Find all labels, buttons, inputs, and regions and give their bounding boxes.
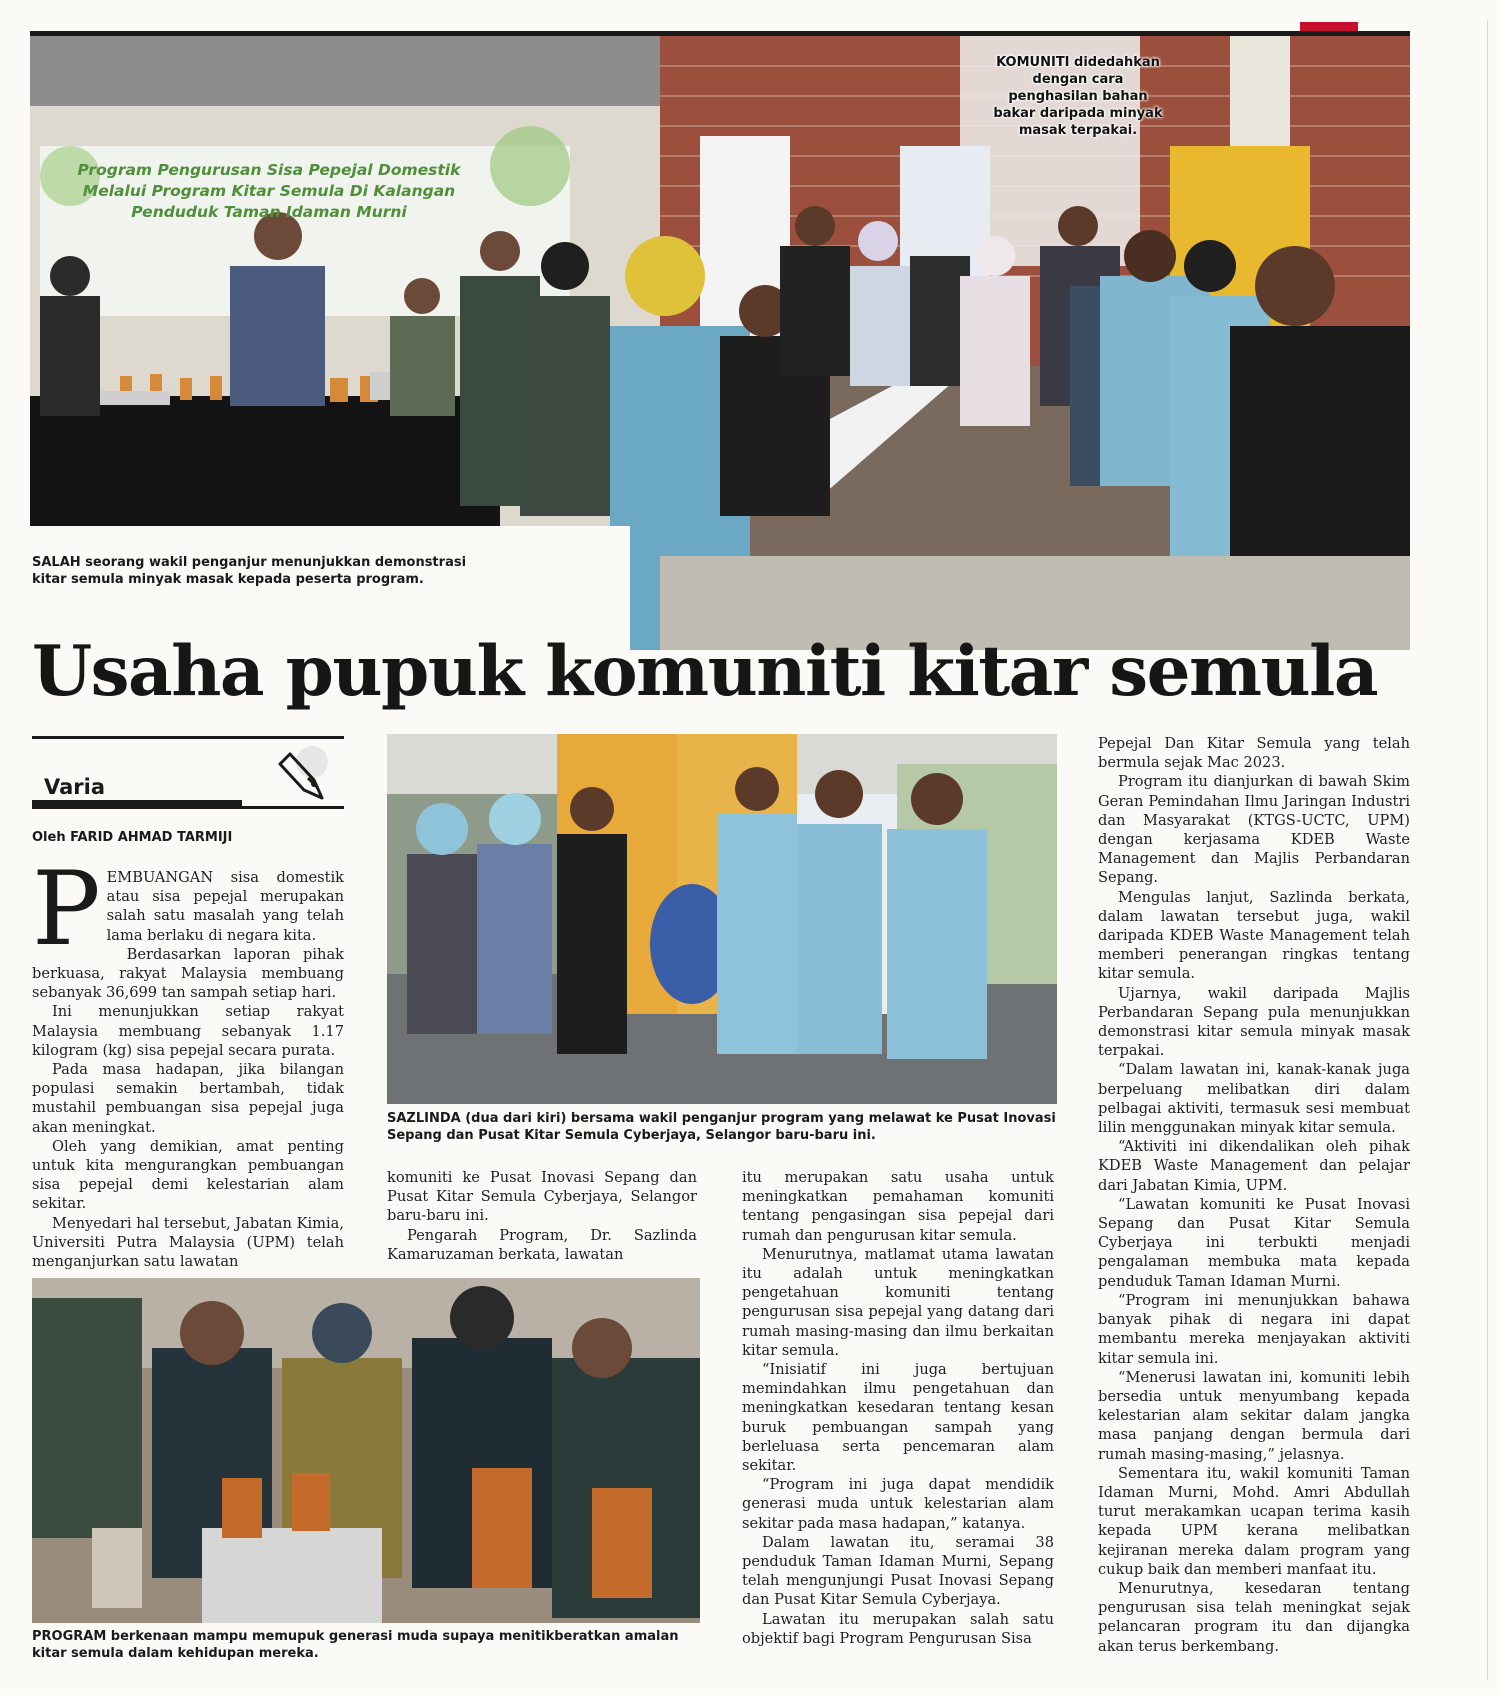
photo-bottom-caption	[32, 1628, 700, 1662]
photo-middle-caption-text: (dua dari kiri) bersama wakil penganjur program yang melawat ke Pusat Inovasi Sepang dan Pusat Kitar Semula Cyberjaya, Selangor baru-baru ini.	[387, 1111, 1056, 1143]
paragraph: Ujarnya, wakil daripada Majlis Perbandaran Sepang pula menunjukkan demonstrasi kitar semula minyak masak terpakai.	[1098, 984, 1410, 1060]
rubric-bottom-rule	[32, 806, 344, 809]
paragraph: Pada masa hadapan, jika bilangan populasi semakin bertambah, tidak mustahil pembuangan sisa pepejal juga akan meningkat.	[32, 1061, 344, 1136]
paragraph: Program itu dianjurkan di bawah Skim Geran Pemindahan Ilmu Jaringan Industri dan Masyarakat (KTGS-UCTC, UPM) dengan kerjasama KDEB Waste Management dan Majlis Perbandaran Sepang.	[1098, 773, 1410, 887]
paragraph: Ini menunjukkan setiap rakyat Malaysia membuang sebanyak 1.17 kilogram (kg) sisa pepejal secara purata.	[32, 1003, 344, 1059]
photo-top-caption-text: seorang wakil penganjur menunjukkan demonstrasi kitar semula minyak masak kepada peserta program.	[32, 555, 467, 587]
photo-bottom	[32, 1278, 700, 1623]
paragraph: “Aktiviti ini dikendalikan oleh pihak KDEB Waste Management dan pelajar dari Jabatan Kimia, UPM.	[1098, 1138, 1410, 1194]
top-red-accent	[1300, 22, 1358, 31]
rubric-label: Varia	[44, 775, 106, 799]
photo-middle-illustration	[387, 734, 1057, 1104]
paragraph: “Menerusi lawatan ini, komuniti lebih bersedia untuk menyumbang kepada kelestarian alam sekitar dalam jangka masa panjang dengan bermula dari rumah masing-masing,” jelasnya.	[1098, 1368, 1410, 1463]
paragraph: “Inisiatif ini juga bertujuan memindahkan ilmu pengetahuan dan meningkatkan kesedaran tentang kesan buruk pembuangan sampah yang berleluasa serta pencemaran alam sekitar.	[742, 1361, 1054, 1475]
paragraph: “Program ini juga dapat mendidik generasi muda untuk kelestarian alam sekitar pada masa hadapan,” katanya.	[742, 1476, 1054, 1532]
paragraph: Berdasarkan laporan pihak berkuasa, rakyat Malaysia membuang sebanyak 36,699 tan sampah setiap hari.	[32, 945, 344, 1002]
photo-middle-caption-lead: SAZLINDA	[387, 1111, 461, 1126]
paragraph: Oleh yang demikian, amat penting untuk kita mengurangkan pembuangan sisa pepejal demi kelestarian alam sekitar.	[32, 1137, 344, 1213]
paragraph-text: sisa domestik atau sisa pepejal merupakan salah satu masalah yang telah lama berlaku di negara kita.	[106, 869, 344, 944]
article-column-1	[32, 850, 344, 1271]
headline: Usaha pupuk komuniti kitar semula	[32, 631, 1378, 712]
article-column-3	[742, 1168, 1054, 1648]
photo-top-caption	[32, 554, 502, 588]
photo-bottom-illustration	[32, 1278, 700, 1623]
byline: Oleh FARID AHMAD TARMIJI	[32, 830, 233, 845]
photo-middle-caption	[387, 1110, 1057, 1144]
photo-middle	[387, 734, 1057, 1104]
paragraph: “Dalam lawatan ini, kanak-kanak juga berpeluang melibatkan diri dalam pelbagai aktiviti, termasuk sesi membuat lilin menggunakan minyak kitar semula.	[1098, 1061, 1410, 1137]
article-column-2	[387, 1168, 697, 1264]
page-edge-rule	[1487, 20, 1488, 1680]
photo-top-banner-text: Program Pengurusan Sisa Pepejal Domestik Melalui Program Kitar Semula Di Kalangan Penduduk Taman Idaman Murni	[77, 161, 461, 221]
paragraph: Lawatan itu merupakan salah satu objektif bagi Program Pengurusan Sisa	[742, 1610, 1054, 1647]
photo-top-overlay-caption: KOMUNITI didedahkan dengan cara penghasilan bahan bakar daripada minyak masak terpakai.	[993, 55, 1163, 138]
dropcap: P	[32, 850, 101, 969]
paragraph: “Program ini menunjukkan bahawa banyak pihak di negara ini dapat membantu mereka menjayakan aktiviti kitar semula ini.	[1098, 1291, 1410, 1367]
paragraph: komuniti ke Pusat Inovasi Sepang dan Pusat Kitar Semula Cyberjaya, Selangor baru-baru ini.	[387, 1169, 697, 1225]
paragraph: Mengulas lanjut, Sazlinda berkata, dalam lawatan tersebut juga, wakil daripada KDEB Waste Management telah memberi penerangan ringkas tentang kitar semula.	[1098, 888, 1410, 983]
paragraph: Pengarah Program, Dr. Sazlinda Kamaruzaman berkata, lawatan	[387, 1226, 697, 1263]
pen-nib-icon	[278, 740, 348, 806]
rubric-top-rule	[32, 736, 344, 739]
paragraph: Dalam lawatan itu, seramai 38 penduduk Taman Idaman Murni, Sepang telah mengunjungi Pusat Inovasi Sepang dan Pusat Kitar Semula Cyberjaya.	[742, 1533, 1054, 1609]
paragraph: “Lawatan komuniti ke Pusat Inovasi Sepang dan Pusat Kitar Semula Cyberjaya ini terbukti menjadi pengalaman membuka mata kepada penduduk Taman Idaman Murni.	[1098, 1195, 1410, 1290]
paragraph: Sementara itu, wakil komuniti Taman Idaman Murni, Mohd. Amri Abdullah turut merakamkan ucapan terima kasih kepada UPM kerana melibatkan kejiranan mereka dalam program yang cukup baik dan memberi manfaat itu.	[1098, 1464, 1410, 1578]
photo-bottom-caption-text: berkenaan mampu memupuk generasi muda supaya menitikberatkan amalan kitar semula dalam kehidupan mereka.	[32, 1629, 679, 1661]
photo-top-caption-lead: SALAH	[32, 555, 81, 570]
paragraph: itu merupakan satu usaha untuk meningkatkan pemahaman komuniti tentang pengasingan sisa pepejal dari rumah dan pengurusan kitar semula.	[742, 1169, 1054, 1244]
paragraph	[32, 850, 344, 969]
paragraph: Menurutnya, matlamat utama lawatan itu adalah untuk meningkatkan pengetahuan komuniti tentang pengurusan sisa pepejal yang datang dari rumah masing-masing dan ilmu berkaitan kitar semula.	[742, 1245, 1054, 1359]
paragraph: Pepejal Dan Kitar Semula yang telah bermula sejak Mac 2023.	[1098, 735, 1410, 772]
article-column-4	[1098, 734, 1410, 1656]
photo-bottom-caption-lead: PROGRAM	[32, 1629, 107, 1644]
paragraph: Menurutnya, kesedaran tentang pengurusan sisa telah meningkat sejak pelancaran program itu dan dijangka akan terus berkembang.	[1098, 1579, 1410, 1655]
paragraph: Menyedari hal tersebut, Jabatan Kimia, Universiti Putra Malaysia (UPM) telah menganjurkan satu lawatan	[32, 1214, 344, 1271]
lead-word: EMBUANGAN	[106, 869, 214, 886]
